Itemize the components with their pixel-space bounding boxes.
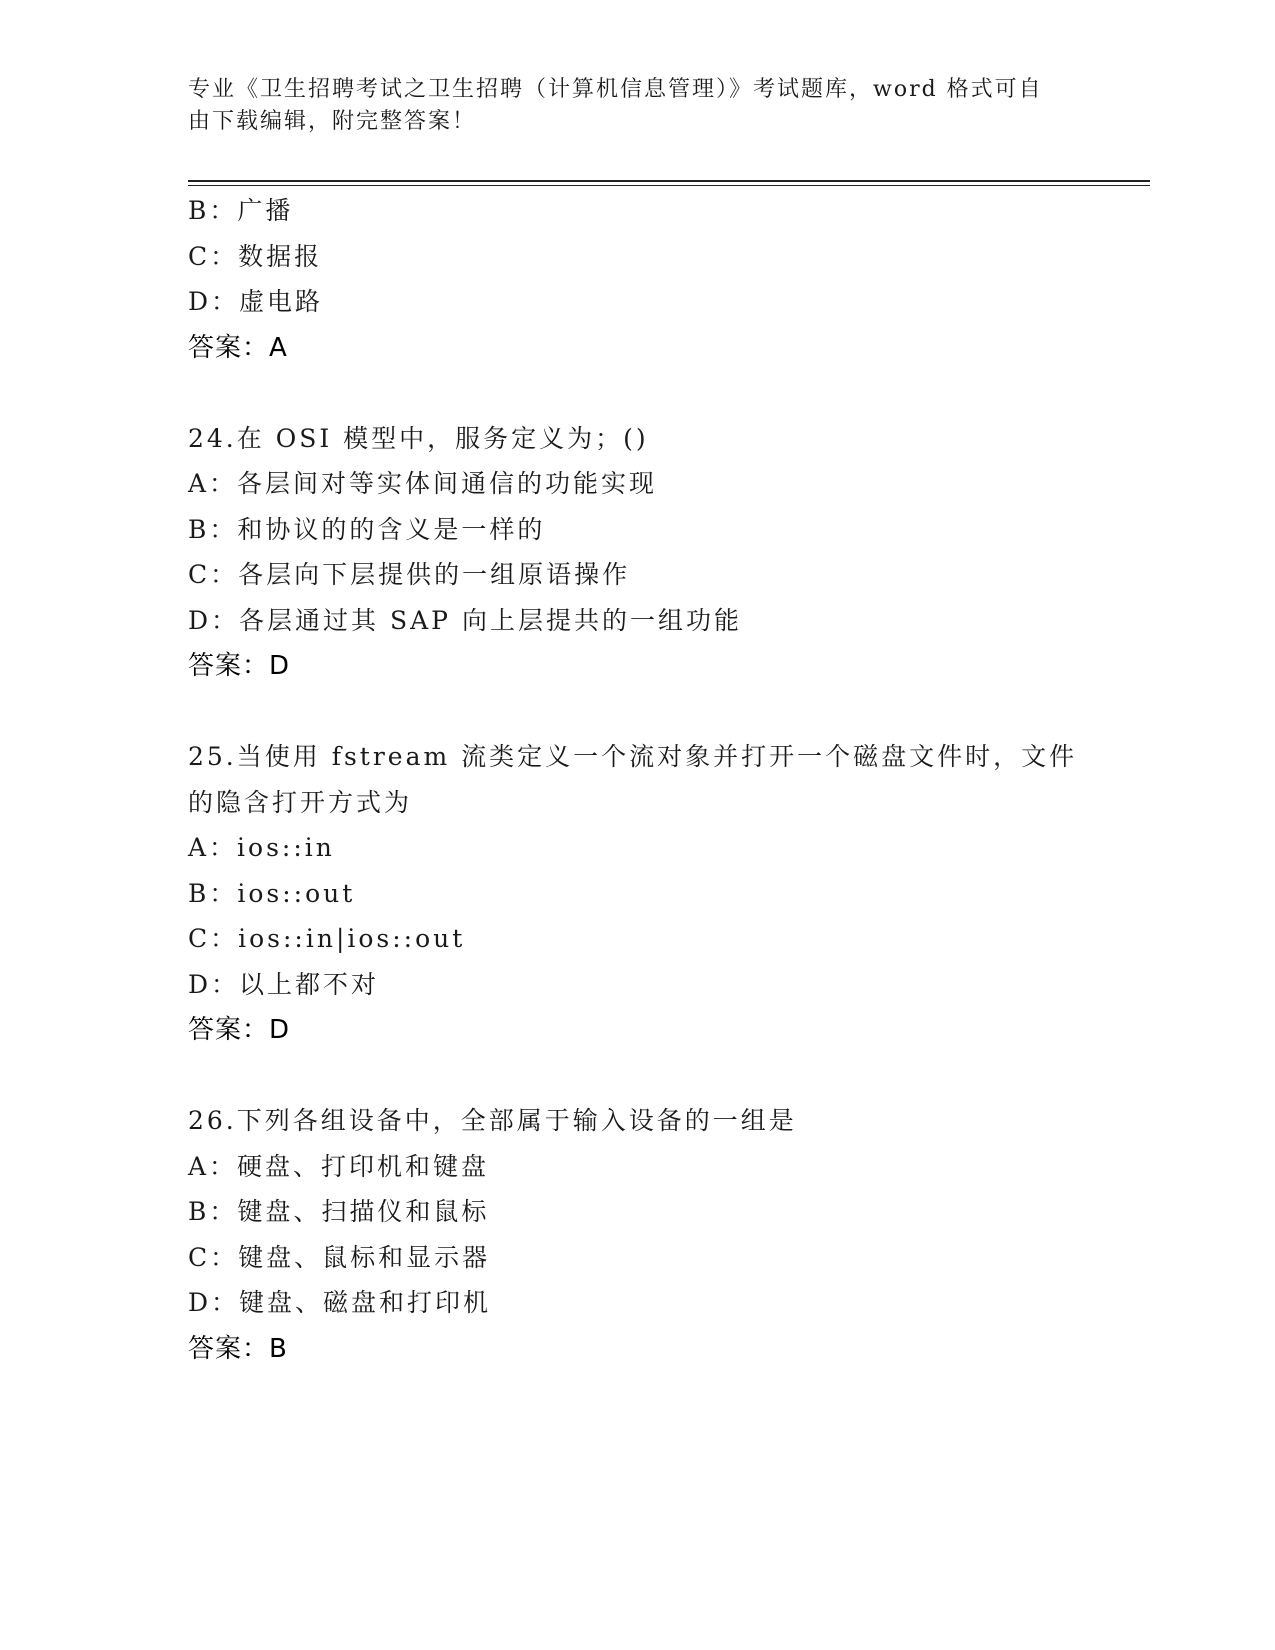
question-text: 24.在 OSI 模型中，服务定义为；() xyxy=(188,423,649,453)
option-c: C：键盘、鼠标和显示器 xyxy=(188,1242,491,1272)
question-25 xyxy=(188,734,1088,1053)
answer: 答案：D xyxy=(188,651,291,681)
option-c: C：数据报 xyxy=(188,241,323,271)
option-b: B：键盘、扫描仪和鼠标 xyxy=(188,1197,490,1226)
spacer xyxy=(188,371,1088,416)
option-a: A：各层间对等实体间通信的功能实现 xyxy=(188,469,658,498)
question-text-line-1: 25.当使用 fstream 流类定义一个流对象并打开一个磁盘文件时，文件 xyxy=(188,742,1078,771)
spacer xyxy=(188,689,1088,734)
header-line-1: 专业《卫生招聘考试之卫生招聘（计算机信息管理）》考试题库，word 格式可自 xyxy=(188,77,1043,102)
question-24 xyxy=(188,416,1088,690)
question-text: 26.下列各组设备中，全部属于输入设备的一组是 xyxy=(188,1106,797,1135)
option-c: C：ios::in|ios::out xyxy=(188,924,466,953)
header-divider-thin xyxy=(188,185,1150,186)
page-header xyxy=(188,74,1088,138)
option-c: C：各层向下层提供的一组原语操作 xyxy=(188,560,631,589)
header-divider-thick xyxy=(188,180,1150,182)
question-23 xyxy=(188,188,1088,371)
option-a: A：ios::in xyxy=(188,833,335,862)
option-d: D：各层通过其 SAP 向上层提共的一组功能 xyxy=(188,605,742,635)
answer: 答案：D xyxy=(188,1015,291,1045)
option-b: B：ios::out xyxy=(188,878,356,908)
option-a: A：硬盘、打印机和键盘 xyxy=(188,1151,490,1181)
option-b: B：和协议的的含义是一样的 xyxy=(188,514,546,544)
option-d: D：虚电路 xyxy=(188,287,324,316)
question-list xyxy=(188,188,1088,1372)
answer: 答案：A xyxy=(188,332,288,363)
question-26 xyxy=(188,1098,1088,1372)
question-text-line-2: 的隐含打开方式为 xyxy=(188,787,413,817)
option-d: D：以上都不对 xyxy=(188,969,380,999)
answer: 答案：B xyxy=(188,1333,288,1364)
spacer xyxy=(188,1053,1088,1098)
header-line-2: 由下载编辑，附完整答案！ xyxy=(188,109,477,134)
option-d: D：键盘、磁盘和打印机 xyxy=(188,1288,492,1317)
option-b: B：广播 xyxy=(188,196,294,225)
